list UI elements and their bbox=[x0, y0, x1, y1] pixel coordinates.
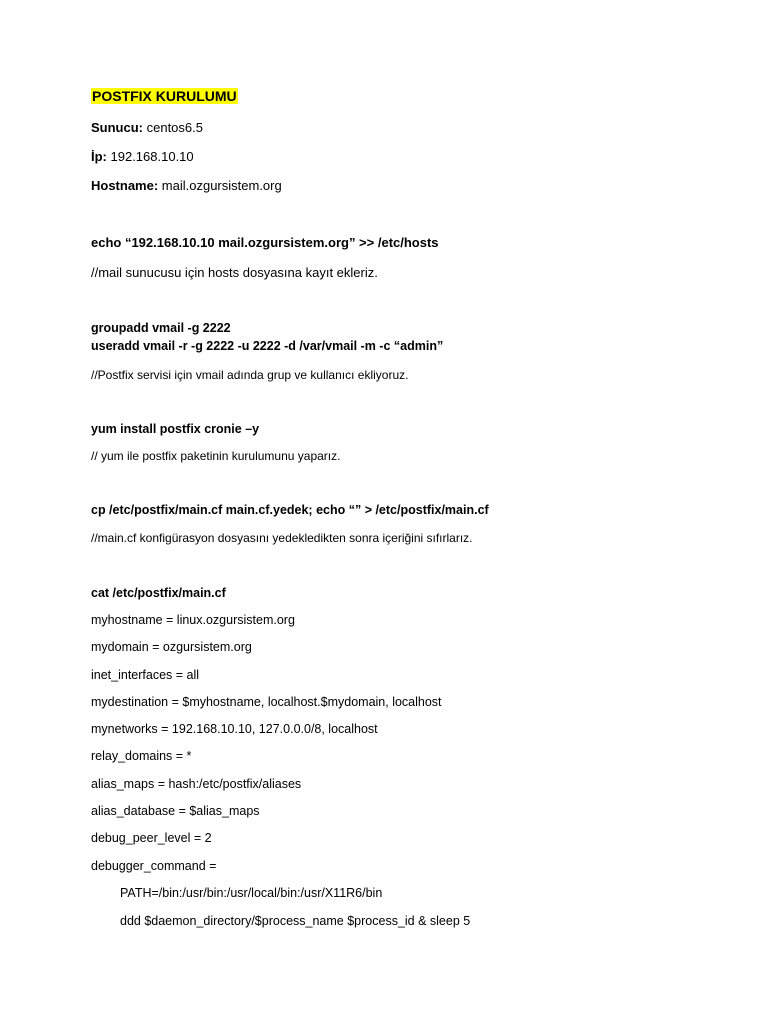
cp-command: cp /etc/postfix/main.cf main.cf.yedek; echo “” > /etc/postfix/main.cf bbox=[91, 503, 489, 517]
config-line: myhostname = linux.ozgursistem.org bbox=[91, 613, 295, 627]
config-indented-line: ddd $daemon_directory/$process_name $process_id & sleep 5 bbox=[120, 914, 471, 928]
config-line: debugger_command = bbox=[91, 859, 217, 873]
config-line: mydomain = ozgursistem.org bbox=[91, 640, 252, 654]
server-info-line bbox=[91, 120, 203, 136]
ip-info-line bbox=[91, 149, 194, 165]
server-label: Sunucu: bbox=[91, 120, 143, 135]
config-line: relay_domains = * bbox=[91, 749, 192, 763]
useradd-command: useradd vmail -r -g 2222 -u 2222 -d /var/vmail -m -c “admin” bbox=[91, 339, 444, 353]
ip-value: 192.168.10.10 bbox=[106, 149, 194, 164]
hosts-command: echo “192.168.10.10 mail.ozgursistem.org” >> /etc/hosts bbox=[91, 235, 439, 250]
config-line: alias_database = $alias_maps bbox=[91, 804, 260, 818]
server-value: centos6.5 bbox=[143, 120, 203, 135]
hostname-info-line bbox=[91, 178, 282, 194]
hostname-label: Hostname: bbox=[91, 178, 159, 193]
yum-command: yum install postfix cronie –y bbox=[91, 422, 260, 436]
title-line bbox=[91, 88, 238, 105]
groupadd-command: groupadd vmail -g 2222 bbox=[91, 321, 231, 335]
hostname-value: mail.ozgursistem.org bbox=[158, 178, 282, 193]
ip-label: İp: bbox=[91, 149, 107, 164]
cp-comment: //main.cf konfigürasyon dosyasını yedekledikten sonra içeriğini sıfırlarız. bbox=[91, 531, 473, 545]
page-title: POSTFIX KURULUMU bbox=[92, 88, 237, 104]
config-line: mydestination = $myhostname, localhost.$mydomain, localhost bbox=[91, 695, 442, 709]
config-line: debug_peer_level = 2 bbox=[91, 831, 212, 845]
config-indented-line: PATH=/bin:/usr/bin:/usr/local/bin:/usr/X11R6/bin bbox=[120, 886, 383, 900]
user-comment: //Postfix servisi için vmail adında grup ve kullanıcı ekliyoruz. bbox=[91, 368, 409, 382]
yum-comment: // yum ile postfix paketinin kurulumunu yaparız. bbox=[91, 449, 341, 463]
hosts-comment: //mail sunucusu için hosts dosyasına kayıt ekleriz. bbox=[91, 265, 378, 280]
config-line: mynetworks = 192.168.10.10, 127.0.0.0/8, localhost bbox=[91, 722, 378, 736]
cat-command: cat /etc/postfix/main.cf bbox=[91, 586, 226, 600]
config-line: inet_interfaces = all bbox=[91, 668, 200, 682]
config-line: alias_maps = hash:/etc/postfix/aliases bbox=[91, 777, 302, 791]
